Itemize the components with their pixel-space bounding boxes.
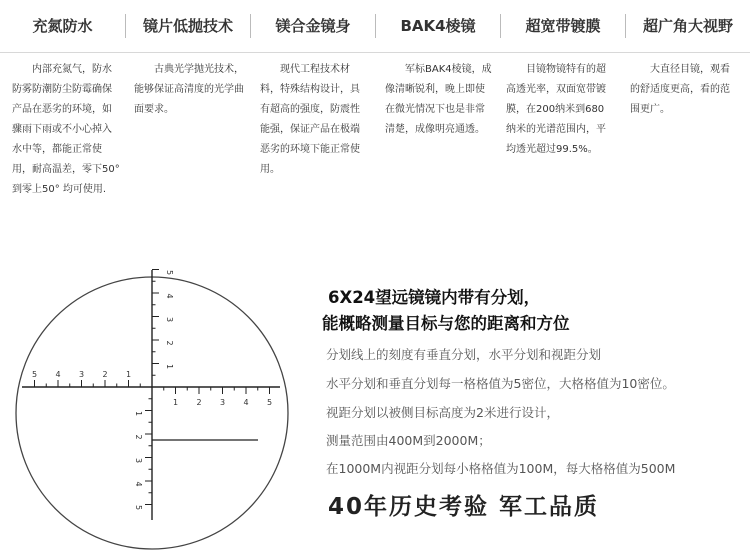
- feature-desc-magnesium: 现代工程技术材料，特殊结构设计，具有超高的强度，防震性能强，保证产品在极端恶劣的环境下能正常使用。: [260, 64, 360, 175]
- info-line-5: 在1000M内视距分划每小格格值为100M，每大格格值为500M: [326, 461, 676, 476]
- feature-title-wide-angle: 超广角大视野: [642, 17, 733, 35]
- feature-desc-coating: 目镜物镜特有的超高透光率，双面宽带镀膜，在200纳米到680纳米的光谱范围内，平均透光超过99.5%。: [506, 64, 606, 155]
- reticle-label: 3: [78, 370, 85, 379]
- feature-desc-polish: 古典光学抛光技术，能够保证高清度的光学曲面要求。: [134, 64, 244, 115]
- reticle-label: 5: [134, 504, 143, 511]
- reticle-label: 4: [165, 293, 174, 299]
- reticle-label: 4: [134, 481, 143, 487]
- reticle-label: 4: [243, 398, 249, 407]
- info-line-2: 水平分划和垂直分划每一格格值为5密位，大格格值为10密位。: [326, 376, 675, 391]
- reticle-label: 1: [125, 370, 132, 379]
- reticle-label: 3: [134, 457, 143, 464]
- feature-desc-nitrogen: 内部充氮气，防水防雾防潮防尘防霉确保产品在恶劣的环境，如骤雨下雨或不小心掉入水中等，都能正常使用，耐高温差，零下50° 到零上50° 均可使用.: [12, 64, 120, 195]
- feature-title-coating: 超宽带镀膜: [525, 17, 601, 35]
- feature-desc-prism: 军标BAK4棱镜，成像清晰锐利，晚上即使在微光情况下也是非常清楚，成像明亮通透。: [385, 64, 492, 135]
- reticle-label: 5: [266, 398, 273, 407]
- reticle-label: 2: [165, 340, 174, 346]
- info-line-1: 分划线上的刻度有垂直分划，水平分划和视距分划: [326, 347, 602, 362]
- reticle-label: 4: [55, 370, 61, 379]
- reticle-label: 5: [31, 370, 38, 379]
- feature-desc-wide-angle: 大直径目镜，观看的舒适度更高，看的范围更广。: [630, 64, 730, 115]
- reticle-label: 3: [165, 316, 174, 323]
- slogan: 40年历史考验 军工品质: [328, 494, 600, 520]
- reticle-label: 2: [102, 370, 108, 379]
- reticle-label: 5: [165, 269, 174, 276]
- reticle-label: 1: [172, 398, 179, 407]
- feature-header-row: [0, 0, 750, 53]
- info-line-4: 测量范围由400M到2000M；: [326, 433, 491, 448]
- reticle-label: 3: [219, 398, 226, 407]
- reticle-label: 1: [165, 363, 174, 370]
- feature-title-polish: 镜片低抛技术: [142, 17, 233, 35]
- info-title-line1: 6X24望远镜镜内带有分划，: [328, 288, 541, 307]
- feature-title-prism: BAK4棱镜: [400, 17, 476, 35]
- reticle-diagram: [0, 255, 310, 560]
- info-title-line2: 能概略测量目标与您的距离和方位: [322, 314, 570, 333]
- feature-title-magnesium: 镁合金镜身: [275, 17, 351, 35]
- reticle-label: 2: [196, 398, 202, 407]
- reticle-label: 1: [134, 410, 143, 417]
- info-line-3: 视距分划以被侧目标高度为2米进行设计，: [326, 405, 559, 420]
- reticle-svg: [0, 255, 310, 560]
- feature-title-nitrogen: 充氮防水: [32, 17, 93, 35]
- reticle-label: 2: [134, 434, 143, 440]
